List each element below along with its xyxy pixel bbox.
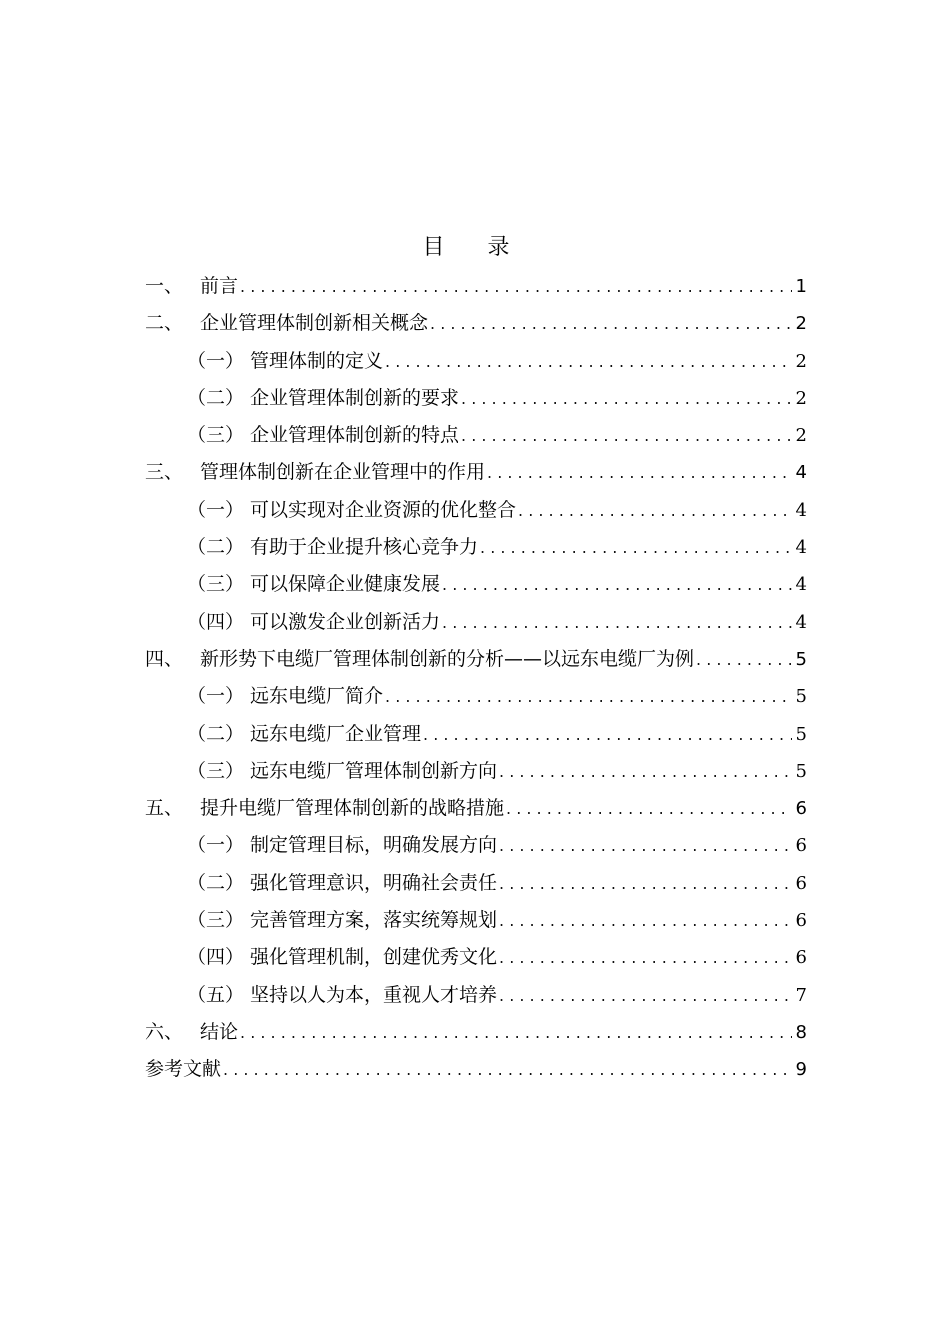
- toc-page-number: 6: [795, 872, 807, 894]
- toc-entry-title: 管理体制的定义: [250, 349, 384, 372]
- toc-entry-title: 管理体制创新在企业管理中的作用: [200, 461, 486, 484]
- toc-page-number: 6: [795, 910, 807, 932]
- toc-page-number: 4: [795, 611, 807, 633]
- toc-entry[interactable]: [145, 305, 807, 342]
- toc-page-number: 8: [795, 1021, 807, 1043]
- toc-entry-title: 远东电缆厂管理体制创新方向: [250, 759, 498, 782]
- toc-dot-leader: [480, 529, 792, 566]
- toc-dot-leader: [499, 827, 792, 864]
- toc-dot-leader: [506, 790, 792, 827]
- toc-entry-number: 三、: [145, 461, 184, 484]
- toc-entry-number: （三）: [187, 909, 245, 932]
- toc-entry[interactable]: [145, 1014, 807, 1051]
- toc-entry-number: （一）: [187, 498, 245, 521]
- toc-entry-title: 可以保障企业健康发展: [250, 573, 441, 596]
- toc-entry-title: 有助于企业提升核心竞争力: [250, 536, 479, 559]
- toc-dot-leader: [499, 753, 792, 790]
- toc-entry-number: 一、: [145, 275, 184, 297]
- toc-dot-leader: [240, 268, 792, 305]
- toc-page-number: 6: [795, 835, 807, 857]
- toc-entry-title: 强化管理机制，创建优秀文化: [250, 946, 498, 969]
- toc-entry[interactable]: [145, 604, 807, 641]
- toc-title: 目 录: [422, 235, 528, 260]
- toc-page-number: 4: [795, 574, 807, 596]
- toc-entry-title: 远东电缆厂简介: [250, 685, 384, 708]
- toc-dot-leader: [499, 939, 792, 976]
- toc-entry-number: （一）: [187, 834, 245, 857]
- toc-page-number: 2: [795, 387, 807, 409]
- toc-entry[interactable]: [145, 641, 807, 678]
- toc-page-number: 6: [795, 947, 807, 969]
- toc-entry[interactable]: [145, 902, 807, 939]
- toc-entry-number: （四）: [187, 946, 245, 969]
- toc-page-number: 5: [795, 648, 807, 670]
- toc-entry-number: 二、: [145, 312, 184, 335]
- toc-entry-title: 强化管理意识，明确社会责任: [250, 871, 498, 894]
- toc-entry[interactable]: [145, 566, 807, 603]
- toc-entry-number: （三）: [187, 759, 245, 782]
- toc-dot-leader: [499, 865, 792, 902]
- toc-dot-leader: [385, 678, 792, 715]
- table-of-contents: [145, 268, 807, 1089]
- toc-dot-leader: [423, 716, 792, 753]
- toc-entry[interactable]: [145, 716, 807, 753]
- toc-entry[interactable]: [145, 492, 807, 529]
- toc-entry-number: （二）: [187, 386, 245, 409]
- toc-entry-number: （三）: [187, 573, 245, 596]
- toc-entry-number: （二）: [187, 722, 245, 745]
- toc-entry[interactable]: [145, 977, 807, 1014]
- toc-entry-title: 前言: [200, 275, 239, 297]
- toc-dot-leader: [461, 417, 792, 454]
- toc-entry-number: （五）: [187, 983, 245, 1006]
- toc-entry-title: 企业管理体制创新相关概念: [200, 312, 429, 335]
- toc-entry[interactable]: [145, 790, 807, 827]
- toc-entry[interactable]: [145, 865, 807, 902]
- toc-page-number: 9: [795, 1059, 807, 1081]
- toc-entry-title: 参考文献: [145, 1058, 222, 1081]
- toc-dot-leader: [385, 343, 792, 380]
- toc-entry-number: （二）: [187, 536, 245, 559]
- toc-page-number: 5: [795, 686, 807, 708]
- toc-entry[interactable]: [145, 454, 807, 491]
- toc-page-number: 6: [795, 798, 807, 820]
- toc-entry-title: 完善管理方案，落实统筹规划: [250, 909, 498, 932]
- toc-entry[interactable]: [145, 529, 807, 566]
- toc-dot-leader: [518, 492, 792, 529]
- toc-dot-leader: [442, 604, 792, 641]
- toc-entry-title: 可以激发企业创新活力: [250, 610, 441, 633]
- toc-entry-number: （四）: [187, 610, 245, 633]
- toc-page-number: 1: [795, 276, 807, 297]
- toc-dot-leader: [223, 1051, 792, 1088]
- toc-entry[interactable]: [145, 268, 807, 305]
- toc-dot-leader: [461, 380, 792, 417]
- toc-entry-title: 新形势下电缆厂管理体制创新的分析——以远东电缆厂为例: [200, 647, 695, 670]
- toc-entry-number: 四、: [145, 647, 184, 670]
- toc-entry[interactable]: [145, 417, 807, 454]
- toc-entry[interactable]: [145, 380, 807, 417]
- toc-entry-title: 企业管理体制创新的特点: [250, 424, 460, 447]
- toc-dot-leader: [442, 566, 792, 603]
- toc-page-number: 4: [795, 537, 807, 559]
- toc-page-number: 2: [795, 313, 807, 335]
- toc-entry-title: 坚持以人为本，重视人才培养: [250, 983, 498, 1006]
- toc-entry[interactable]: [145, 827, 807, 864]
- toc-page-number: 4: [795, 462, 807, 484]
- toc-page-number: 4: [795, 499, 807, 521]
- toc-entry-title: 制定管理目标，明确发展方向: [250, 834, 498, 857]
- toc-dot-leader: [240, 1014, 792, 1051]
- toc-entry-number: 六、: [145, 1020, 184, 1043]
- toc-page-number: 5: [795, 760, 807, 782]
- toc-entry[interactable]: [145, 939, 807, 976]
- toc-entry-number: （三）: [187, 424, 245, 447]
- toc-entry[interactable]: [145, 1051, 807, 1088]
- toc-dot-leader: [487, 454, 792, 491]
- toc-page-number: 2: [795, 350, 807, 372]
- toc-entry-number: （一）: [187, 349, 245, 372]
- toc-entry-title: 远东电缆厂企业管理: [250, 722, 422, 745]
- toc-entry-number: （一）: [187, 685, 245, 708]
- toc-entry-number: （二）: [187, 871, 245, 894]
- toc-page-number: 2: [795, 425, 807, 447]
- toc-page-number: 7: [795, 984, 807, 1006]
- toc-entry-title: 可以实现对企业资源的优化整合: [250, 498, 517, 521]
- toc-entry-title: 企业管理体制创新的要求: [250, 386, 460, 409]
- toc-entry-title: 结论: [200, 1020, 239, 1043]
- toc-entry-number: 五、: [145, 797, 184, 820]
- toc-dot-leader: [696, 641, 792, 678]
- toc-entry-title: 提升电缆厂管理体制创新的战略措施: [200, 797, 505, 820]
- toc-entry[interactable]: [145, 343, 807, 380]
- toc-dot-leader: [430, 305, 792, 342]
- toc-page-number: 5: [795, 723, 807, 745]
- toc-entry[interactable]: [145, 678, 807, 715]
- toc-dot-leader: [499, 977, 792, 1014]
- toc-dot-leader: [499, 902, 792, 939]
- toc-entry[interactable]: [145, 753, 807, 790]
